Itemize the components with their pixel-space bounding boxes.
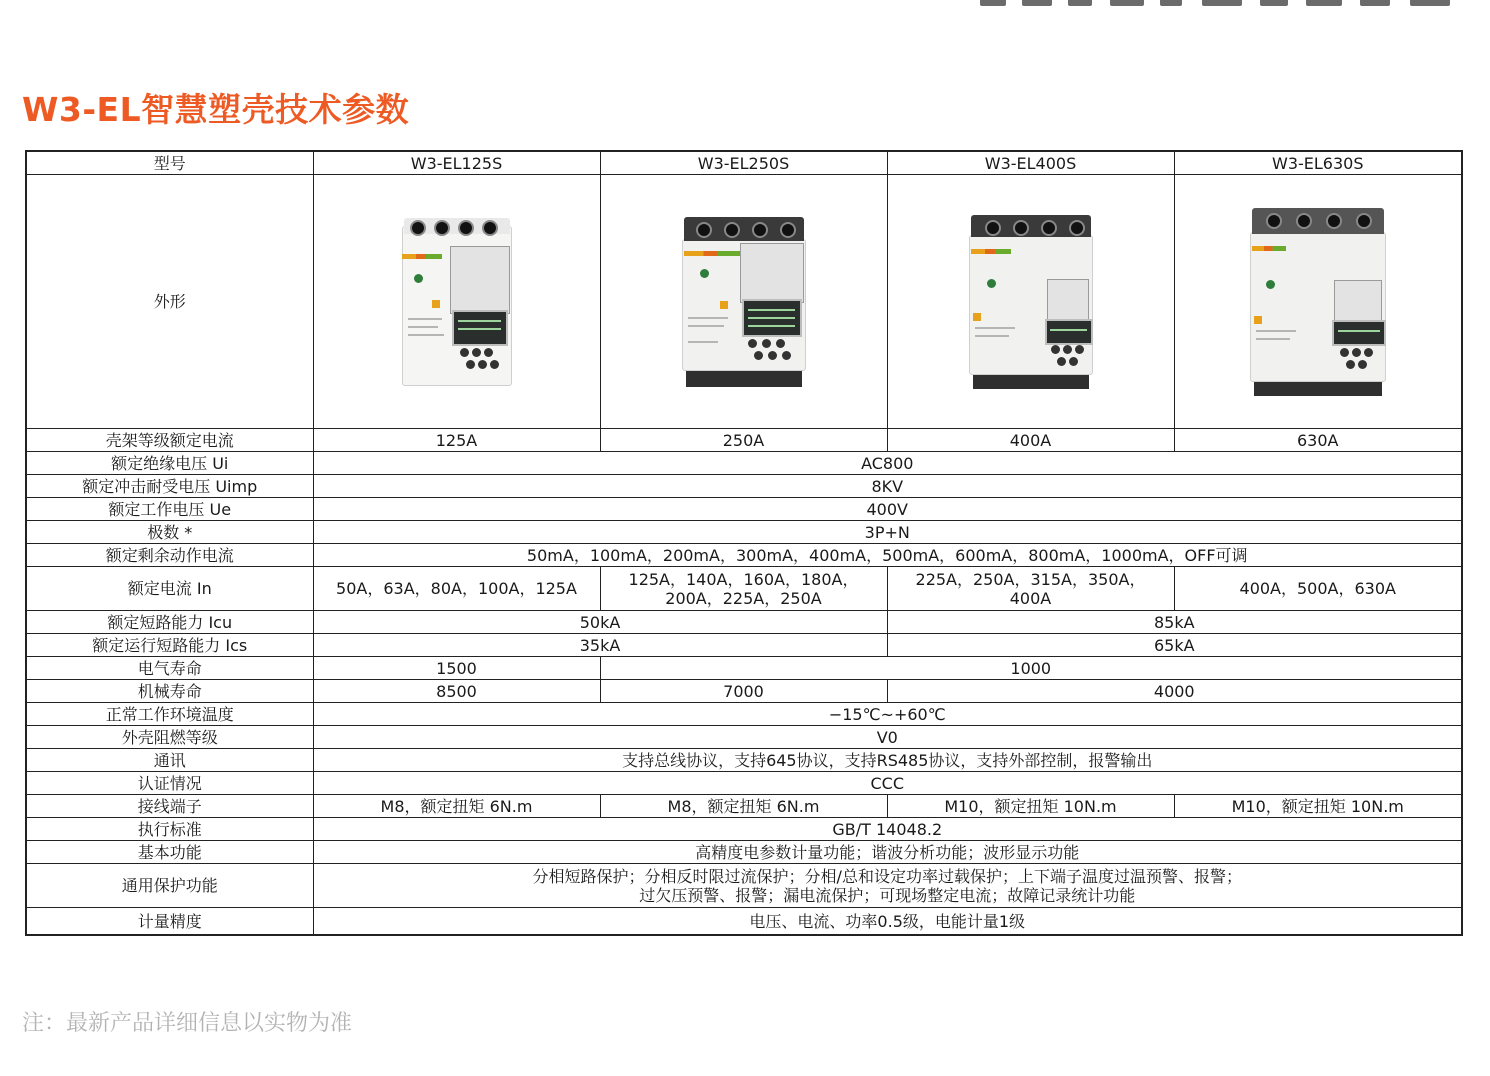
label-temperature: 正常工作环境温度 xyxy=(26,703,313,726)
label-comm: 通讯 xyxy=(26,749,313,772)
row-flame xyxy=(26,726,1462,749)
electrical-life-250-630: 1000 xyxy=(600,657,1462,680)
label-basic: 基本功能 xyxy=(26,841,313,864)
page-title: W3-EL智慧塑壳技术参数 xyxy=(22,90,410,129)
model-250: W3-EL250S xyxy=(600,151,887,175)
row-appearance xyxy=(26,175,1462,429)
label-flame: 外壳阻燃等级 xyxy=(26,726,313,749)
label-mechanical-life: 机械寿命 xyxy=(26,680,313,703)
terminals-630: M10，额定扭矩 10N.m xyxy=(1174,795,1462,818)
frame-current-250: 250A xyxy=(600,429,887,452)
row-terminals xyxy=(26,795,1462,818)
label-protection: 通用保护功能 xyxy=(26,864,313,908)
mechanical-life-250: 7000 xyxy=(600,680,887,703)
row-ui xyxy=(26,452,1462,475)
spec-table xyxy=(25,150,1463,936)
label-accuracy: 计量精度 xyxy=(26,908,313,936)
image-w3-el400s xyxy=(887,175,1174,429)
row-cert xyxy=(26,772,1462,795)
electrical-life-125: 1500 xyxy=(313,657,600,680)
frame-current-400: 400A xyxy=(887,429,1174,452)
rated-current-630 xyxy=(1174,567,1462,611)
value-standard: GB/T 14048.2 xyxy=(313,818,1462,841)
top-edge-fragment xyxy=(970,0,1470,8)
label-electrical-life: 电气寿命 xyxy=(26,657,313,680)
protection-line1: 分相短路保护；分相反时限过流保护；分相/总和设定功率过载保护；上下端子温度过温预警、报警； xyxy=(532,866,1242,886)
row-accuracy xyxy=(26,908,1462,936)
value-cert: CCC xyxy=(313,772,1462,795)
row-model xyxy=(26,151,1462,175)
breaker-250-image xyxy=(682,217,806,387)
label-rated-current: 额定电流 In xyxy=(26,567,313,611)
rated-current-250 xyxy=(600,567,887,611)
rated-current-400-line1: 225A，250A，315A，350A， xyxy=(915,569,1146,589)
row-residual xyxy=(26,544,1462,567)
row-comm xyxy=(26,749,1462,772)
value-comm: 支持总线协议，支持645协议，支持RS485协议，支持外部控制，报警输出 xyxy=(313,749,1462,772)
ics-125-250: 35kA xyxy=(313,634,887,657)
image-w3-el125s xyxy=(313,175,600,429)
value-flame: V0 xyxy=(313,726,1462,749)
row-poles xyxy=(26,521,1462,544)
value-basic: 高精度电参数计量功能；谐波分析功能；波形显示功能 xyxy=(313,841,1462,864)
icu-400-630: 85kA xyxy=(887,611,1462,634)
rated-current-400-line2: 400A xyxy=(1009,588,1052,608)
label-appearance: 外形 xyxy=(26,175,313,429)
value-temperature: −15℃~+60℃ xyxy=(313,703,1462,726)
label-ics: 额定运行短路能力 Ics xyxy=(26,634,313,657)
model-400: W3-EL400S xyxy=(887,151,1174,175)
value-uimp: 8KV xyxy=(313,475,1462,498)
frame-current-125: 125A xyxy=(313,429,600,452)
protection-line2: 过欠压预警、报警；漏电流保护；可现场整定电流；故障记录统计功能 xyxy=(639,885,1136,905)
model-630: W3-EL630S xyxy=(1174,151,1462,175)
label-frame-current: 壳架等级额定电流 xyxy=(26,429,313,452)
rated-current-250-line2: 200A，225A，250A xyxy=(665,588,822,608)
label-uimp: 额定冲击耐受电压 Uimp xyxy=(26,475,313,498)
label-ue: 额定工作电压 Ue xyxy=(26,498,313,521)
label-terminals: 接线端子 xyxy=(26,795,313,818)
value-accuracy: 电压、电流、功率0.5级，电能计量1级 xyxy=(313,908,1462,936)
terminals-250: M8，额定扭矩 6N.m xyxy=(600,795,887,818)
row-protection xyxy=(26,864,1462,908)
rated-current-250-line1: 125A，140A，160A，180A， xyxy=(628,569,859,589)
row-temperature xyxy=(26,703,1462,726)
rated-current-125 xyxy=(313,567,600,611)
rated-current-630-line1: 400A，500A，630A xyxy=(1239,579,1396,598)
breaker-125-image xyxy=(402,218,512,386)
row-ics xyxy=(26,634,1462,657)
row-icu xyxy=(26,611,1462,634)
model-125: W3-EL125S xyxy=(313,151,600,175)
terminals-400: M10，额定扭矩 10N.m xyxy=(887,795,1174,818)
mechanical-life-400-630: 4000 xyxy=(887,680,1462,703)
value-ui: AC800 xyxy=(313,452,1462,475)
value-poles: 3P+N xyxy=(313,521,1462,544)
breaker-630-image xyxy=(1250,208,1386,396)
image-w3-el630s xyxy=(1174,175,1462,429)
row-standard xyxy=(26,818,1462,841)
footnote: 注：最新产品详细信息以实物为准 xyxy=(22,1011,353,1036)
label-ui: 额定绝缘电压 Ui xyxy=(26,452,313,475)
label-poles: 极数 * xyxy=(26,521,313,544)
breaker-400-image xyxy=(969,215,1093,389)
row-rated-current xyxy=(26,567,1462,611)
ics-400-630: 65kA xyxy=(887,634,1462,657)
row-mechanical-life xyxy=(26,680,1462,703)
label-residual: 额定剩余动作电流 xyxy=(26,544,313,567)
image-w3-el250s xyxy=(600,175,887,429)
mechanical-life-125: 8500 xyxy=(313,680,600,703)
icu-125-250: 50kA xyxy=(313,611,887,634)
rated-current-400 xyxy=(887,567,1174,611)
row-frame-current xyxy=(26,429,1462,452)
row-ue xyxy=(26,498,1462,521)
value-residual: 50mA，100mA，200mA，300mA，400mA，500mA，600mA，800mA，1000mA，OFF可调 xyxy=(313,544,1462,567)
row-uimp xyxy=(26,475,1462,498)
label-model: 型号 xyxy=(26,151,313,175)
rated-current-125-line1: 50A，63A，80A，100A，125A xyxy=(336,579,577,598)
value-ue: 400V xyxy=(313,498,1462,521)
frame-current-630: 630A xyxy=(1174,429,1462,452)
row-basic xyxy=(26,841,1462,864)
label-icu: 额定短路能力 Icu xyxy=(26,611,313,634)
label-standard: 执行标准 xyxy=(26,818,313,841)
terminals-125: M8，额定扭矩 6N.m xyxy=(313,795,600,818)
value-protection xyxy=(313,864,1462,908)
row-electrical-life xyxy=(26,657,1462,680)
label-cert: 认证情况 xyxy=(26,772,313,795)
